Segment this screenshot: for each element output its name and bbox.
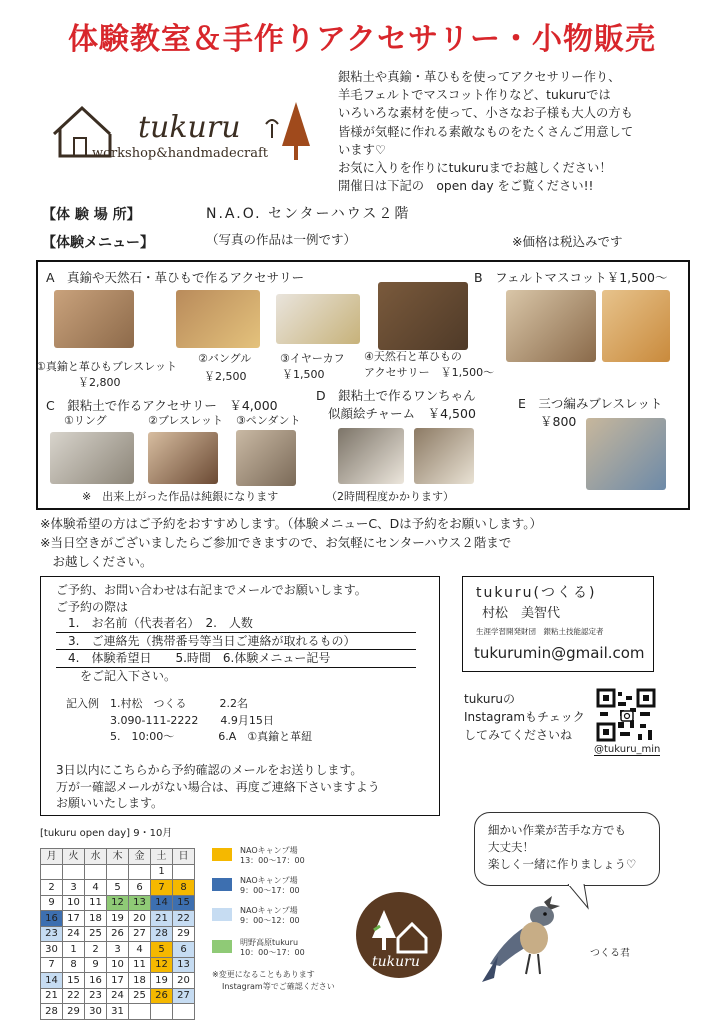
calendar-table xyxy=(40,848,195,1020)
calendar-day: 12 xyxy=(107,895,129,911)
calendar-day: 2 xyxy=(85,942,107,958)
photo-braided-bracelet xyxy=(586,418,666,490)
calendar-day: 23 xyxy=(85,988,107,1004)
menu-d-title: D 銀粘土で作るワンちゃん xyxy=(316,388,476,403)
bird-caption: つくる君 xyxy=(590,948,630,959)
calendar-day: 14 xyxy=(41,973,63,989)
photo-dog-charm-1 xyxy=(338,428,404,484)
calendar-day: 28 xyxy=(151,926,173,942)
calendar-day: 16 xyxy=(41,911,63,927)
calendar-day: 15 xyxy=(63,973,85,989)
calendar-day: 8 xyxy=(173,880,195,896)
calendar-footnote: ※変更になることもあります xyxy=(212,970,315,979)
calendar-day: 7 xyxy=(41,957,63,973)
intro-line: 皆様が気軽に作れる素敵なものをたくさんご用意して xyxy=(338,124,634,139)
calendar-day: 25 xyxy=(129,988,151,1004)
intro-line: います♡ xyxy=(338,142,386,157)
calendar-day: 21 xyxy=(151,911,173,927)
place-label: 【体 験 場 所】 xyxy=(42,207,141,223)
calendar-day xyxy=(41,864,63,880)
tax-note: ※価格は税込みです xyxy=(512,234,623,249)
calendar-day: 6 xyxy=(129,880,151,896)
calendar-day xyxy=(63,864,85,880)
calendar-title: [tukuru open day] 9・10月 xyxy=(40,828,173,839)
photo-bangle xyxy=(176,290,260,348)
calendar-day xyxy=(173,1004,195,1020)
calendar-day: 8 xyxy=(63,957,85,973)
calendar-day xyxy=(173,864,195,880)
calendar-day: 17 xyxy=(63,911,85,927)
calendar-day: 15 xyxy=(173,895,195,911)
calendar-day: 29 xyxy=(173,926,195,942)
note-line: ※体験希望の方はご予約をおすすめします。（体験メニューC、Dは予約をお願いします。） xyxy=(40,516,542,531)
calendar-weekday: 金 xyxy=(129,849,151,865)
menu-c-title: C 銀粘土で作るアクセサリー ￥4,000 xyxy=(46,398,278,413)
calendar-day: 19 xyxy=(151,973,173,989)
menu-e-price: ￥800 xyxy=(540,414,577,429)
calendar-day: 31 xyxy=(107,1004,129,1020)
calendar-day: 23 xyxy=(41,926,63,942)
menu-note: （写真の作品は一例です） xyxy=(206,232,357,247)
menu-d-title2: 似顔絵チャーム ￥4,500 xyxy=(328,406,476,421)
calendar-day: 9 xyxy=(41,895,63,911)
example-text xyxy=(66,696,312,746)
confirm-line: 3日以内にこちらから予約確認のメールをお送りします。 xyxy=(56,763,363,777)
logo-subtitle: workshop&handmadecraft xyxy=(92,146,269,161)
insta-line: してみてくださいね xyxy=(464,728,573,742)
calendar-footnote: Instagram等でご確認ください xyxy=(222,982,335,991)
res-line: ご予約の際は xyxy=(56,599,129,614)
caption-c1: ①リング xyxy=(64,414,107,427)
menu-a-title: A 真鍮や天然石・革ひもで作るアクセサリー xyxy=(46,270,305,285)
res-line: 1. お名前（代表者名） 2. 人数 xyxy=(56,615,416,633)
calendar-day: 24 xyxy=(63,926,85,942)
calendar-weekday: 水 xyxy=(85,849,107,865)
calendar-day: 14 xyxy=(151,895,173,911)
email-link[interactable]: tukurumin@gmail.com xyxy=(474,644,645,662)
bubble-line: 細かい作業が苦手な方でも xyxy=(488,823,626,837)
photo-silver-ring xyxy=(50,432,134,484)
calendar-weekday: 木 xyxy=(107,849,129,865)
caption-a4b: アクセサリー ￥1,500～ xyxy=(364,366,495,379)
calendar-day: 10 xyxy=(107,957,129,973)
legend-swatch-blue xyxy=(212,878,232,891)
legend-line: 9：00～17：00 xyxy=(240,886,300,895)
confirm-line: 万が一確認メールがない場合は、再度ご連絡下さいますよう xyxy=(56,779,380,794)
legend-swatch-orange xyxy=(212,848,232,861)
legend-line: 13：00～17：00 xyxy=(240,856,305,865)
legend-line: 明野高原tukuru xyxy=(240,938,299,947)
logo-wordmark: tukuru xyxy=(138,110,241,145)
photo-silver-bracelet xyxy=(148,432,218,484)
legend-text xyxy=(240,906,300,926)
calendar-day: 3 xyxy=(63,880,85,896)
calendar-weekday: 火 xyxy=(63,849,85,865)
calendar-day xyxy=(151,1004,173,1020)
photo-dog-charm-2 xyxy=(414,428,474,484)
calendar-day: 5 xyxy=(151,942,173,958)
calendar-day: 18 xyxy=(129,973,151,989)
calendar-day xyxy=(129,1004,151,1020)
calendar-day: 1 xyxy=(63,942,85,958)
reservation-text xyxy=(56,582,416,684)
calendar-day: 26 xyxy=(107,926,129,942)
bubble-line: 楽しく一緒に作りましょう♡ xyxy=(488,857,637,871)
legend-line: NAOキャンプ場 xyxy=(240,906,298,915)
calendar-day: 27 xyxy=(129,926,151,942)
caption-a3-price: ￥1,500 xyxy=(282,368,325,381)
note-line: ※当日空きがございましたらご参加できますので、お気軽にセンターハウス２階まで xyxy=(40,535,512,550)
photo-silver-pendant xyxy=(236,430,296,486)
calendar-day: 27 xyxy=(173,988,195,1004)
calendar-day: 20 xyxy=(173,973,195,989)
calendar-day: 30 xyxy=(85,1004,107,1020)
intro-line: お気に入りを作りにtukuruまでお越しください！ xyxy=(338,161,612,176)
bubble-text xyxy=(488,822,636,873)
calendar-day: 13 xyxy=(129,895,151,911)
bird-icon xyxy=(478,894,574,986)
menu-label: 【体験メニュー】 xyxy=(42,235,154,251)
calendar-day xyxy=(85,864,107,880)
calendar-day: 17 xyxy=(107,973,129,989)
res-line: をご記入下さい。 xyxy=(56,668,177,683)
intro-text xyxy=(338,68,688,195)
note-line: お越しください。 xyxy=(40,554,153,569)
calendar-day: 18 xyxy=(85,911,107,927)
caption-a2: ②バングル xyxy=(198,352,252,365)
calendar-day: 12 xyxy=(151,957,173,973)
caption-d-note: （2時間程度かかります） xyxy=(326,490,454,503)
insta-line: Instagramもチェック xyxy=(464,710,585,724)
page-title: 体験教室＆手作りアクセサリー・小物販売 xyxy=(67,22,657,57)
example-line: 5. 10:00～ 6.A ①真鍮と革紐 xyxy=(66,730,313,743)
calendar-weekday: 日 xyxy=(173,849,195,865)
menu-b-title: B フェルトマスコット￥1,500～ xyxy=(474,270,668,285)
calendar-day: 26 xyxy=(151,988,173,1004)
intro-line: 開催日は下記の open day をご覧ください!! xyxy=(338,179,594,194)
intro-line: 羊毛フェルトでマスコット作りなど、tukuruでは xyxy=(338,88,611,103)
calendar-day xyxy=(107,864,129,880)
calendar-day: 24 xyxy=(107,988,129,1004)
calendar-day: 10 xyxy=(63,895,85,911)
calendar-day: 16 xyxy=(85,973,107,989)
calendar-day: 1 xyxy=(151,864,173,880)
person-name: 村松 美智代 xyxy=(482,606,561,621)
caption-a1-price: ￥2,800 xyxy=(78,376,121,389)
calendar-weekday: 月 xyxy=(41,849,63,865)
legend-text xyxy=(240,876,300,896)
intro-line: 銀粘土や真鍮・革ひもを使ってアクセサリー作り、 xyxy=(338,70,621,84)
caption-a2-price: ￥2,500 xyxy=(204,370,247,383)
example-line: 3.090-111-2222 4.9月15日 xyxy=(66,713,274,727)
place-value: N.A.O. センターハウス２階 xyxy=(206,206,411,222)
legend-swatch-light xyxy=(212,908,232,921)
legend-text xyxy=(240,846,305,866)
res-line: 4. 体験希望日 5.時間 6.体験メニュー記号 xyxy=(56,650,416,668)
calendar-day: 11 xyxy=(85,895,107,911)
res-line: ご予約、お問い合わせは右記までメールでお願いします。 xyxy=(56,583,367,597)
legend-line: NAOキャンプ場 xyxy=(240,876,298,885)
instagram-text xyxy=(464,690,585,744)
bubble-line: 大丈夫！ xyxy=(488,840,534,854)
calendar-weekday: 土 xyxy=(151,849,173,865)
qr-code-icon[interactable] xyxy=(596,688,656,742)
calendar-day: 30 xyxy=(41,942,63,958)
menu-e-title: E 三つ編みブレスレット xyxy=(518,396,663,411)
calendar-day: 9 xyxy=(85,957,107,973)
calendar-day: 4 xyxy=(129,942,151,958)
caption-a1: ①真鍮と革ひもブレスレット xyxy=(36,360,177,373)
insta-line: tukuruの xyxy=(464,692,516,706)
calendar-day: 28 xyxy=(41,1004,63,1020)
calendar-day: 5 xyxy=(107,880,129,896)
photo-felt-mascot-2 xyxy=(602,290,670,362)
example-line: 記入例 1.村松 つくる 2.2名 xyxy=(66,697,248,710)
photo-brass-bracelet xyxy=(54,290,134,348)
photo-ear-cuff xyxy=(276,294,360,344)
calendar-day: 22 xyxy=(173,911,195,927)
calendar-day: 7 xyxy=(151,880,173,896)
calendar-day: 6 xyxy=(173,942,195,958)
legend-line: 9：00～12：00 xyxy=(240,916,300,925)
caption-c2: ②ブレスレット xyxy=(148,414,223,427)
stamp-word: tukuru xyxy=(372,954,420,970)
calendar-day: 2 xyxy=(41,880,63,896)
calendar-day: 20 xyxy=(129,911,151,927)
photo-stone-accessory xyxy=(378,282,468,350)
res-line: 3. ご連絡先（携帯番号等当日ご連絡が取れるもの） xyxy=(56,633,416,651)
calendar-day: 11 xyxy=(129,957,151,973)
legend-line: 10：00～17：00 xyxy=(240,948,305,957)
calendar-day xyxy=(129,864,151,880)
calendar-day: 25 xyxy=(85,926,107,942)
certification: 生涯学習開発財団 銀粘土技能認定者 xyxy=(476,627,604,636)
photo-felt-mascot-1 xyxy=(506,290,596,362)
confirmation-text xyxy=(56,762,380,812)
calendar-day: 4 xyxy=(85,880,107,896)
legend-swatch-green xyxy=(212,940,232,953)
calendar-day: 22 xyxy=(63,988,85,1004)
calendar-day: 3 xyxy=(107,942,129,958)
caption-c-note: ※ 出来上がった作品は純銀になります xyxy=(82,490,279,503)
reservation-notes xyxy=(40,514,700,571)
intro-line: いろいろな素材を使って、小さなお子様も大人の方も xyxy=(338,106,633,121)
calendar-day: 13 xyxy=(173,957,195,973)
calendar-day: 29 xyxy=(63,1004,85,1020)
caption-a3: ③イヤーカフ xyxy=(280,352,345,365)
confirm-line: お願いいたします。 xyxy=(56,796,164,810)
caption-c3: ③ペンダント xyxy=(236,414,301,427)
calendar-day: 19 xyxy=(107,911,129,927)
legend-text xyxy=(240,938,305,958)
calendar-day: 21 xyxy=(41,988,63,1004)
instagram-handle[interactable]: @tukuru_min xyxy=(594,744,661,755)
tukuru-name: tukuru(つくる) xyxy=(476,585,597,601)
caption-a4: ④天然石と革ひもの xyxy=(364,350,462,363)
legend-line: NAOキャンプ場 xyxy=(240,846,298,855)
